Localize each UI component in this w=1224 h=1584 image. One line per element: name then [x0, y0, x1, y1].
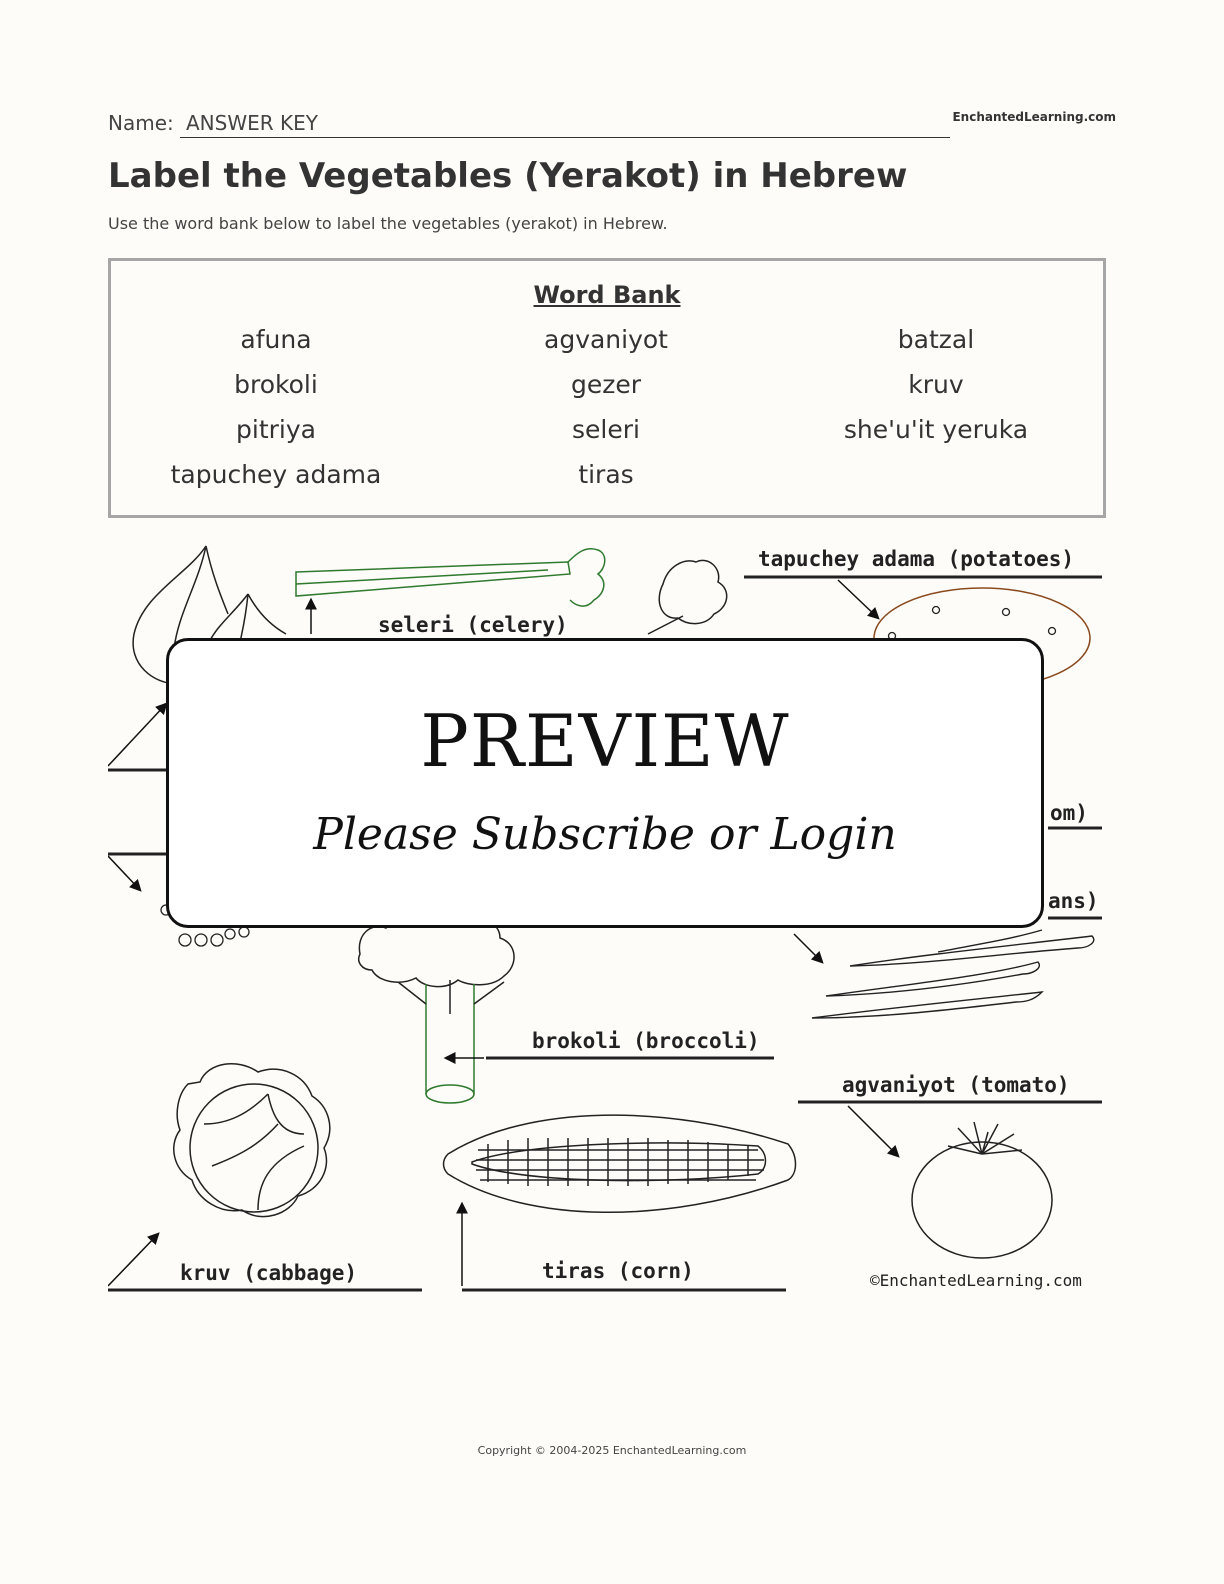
green-beans-icon [812, 930, 1094, 1018]
page-title: Label the Vegetables (Yerakot) in Hebrew [108, 156, 908, 196]
word-bank-word: tapuchey adama [170, 460, 382, 489]
mushroom-icon [648, 560, 727, 634]
label-broccoli: brokoli (broccoli) [532, 1029, 760, 1053]
word-bank-grid [111, 323, 1103, 491]
word-bank-word: kruv [908, 370, 964, 399]
label-corn: tiras (corn) [542, 1259, 694, 1283]
broccoli-icon [359, 911, 514, 1103]
label-celery: seleri (celery) [378, 613, 568, 637]
preview-title: PREVIEW [420, 699, 790, 783]
cabbage-icon [174, 1064, 330, 1217]
tomato-icon [912, 1122, 1052, 1258]
preview-subtitle: Please Subscribe or Login [313, 809, 897, 860]
label-tomato: agvaniyot (tomato) [842, 1073, 1070, 1097]
word-bank [108, 258, 1106, 518]
label-cabbage: kruv (cabbage) [180, 1261, 358, 1285]
label-beans-partial: ans) [1048, 889, 1099, 913]
celery-icon [296, 549, 605, 606]
label-potatoes: tapuchey adama (potatoes) [758, 547, 1075, 571]
name-row [108, 108, 950, 142]
instructions: Use the word bank below to label the vegetables (yerakot) in Hebrew. [108, 214, 668, 233]
site-name: EnchantedLearning.com [952, 110, 1116, 124]
word-bank-word: she'u'it yeruka [843, 415, 1029, 444]
word-bank-title: Word Bank [533, 281, 681, 309]
word-bank-word: seleri [572, 415, 640, 444]
word-bank-word: afuna [240, 325, 312, 354]
word-bank-word: tiras [578, 460, 634, 489]
potato-eyes [889, 607, 1056, 640]
name-value: ANSWER KEY [186, 111, 318, 135]
preview-overlay[interactable] [166, 638, 1044, 928]
name-underline [180, 137, 950, 138]
word-bank-word: batzal [897, 325, 975, 354]
name-label: Name: [108, 111, 174, 135]
word-bank-word: brokoli [234, 370, 318, 399]
label-mushroom-partial: om) [1050, 801, 1088, 825]
copyright-footer: Copyright © 2004-2025 EnchantedLearning.com [477, 1444, 747, 1457]
word-bank-word: gezer [570, 370, 642, 399]
word-bank-word: pitriya [236, 415, 316, 444]
corn-icon [444, 1115, 796, 1212]
illustration-watermark: ©EnchantedLearning.com [870, 1271, 1082, 1290]
word-bank-word: agvaniyot [544, 325, 668, 354]
